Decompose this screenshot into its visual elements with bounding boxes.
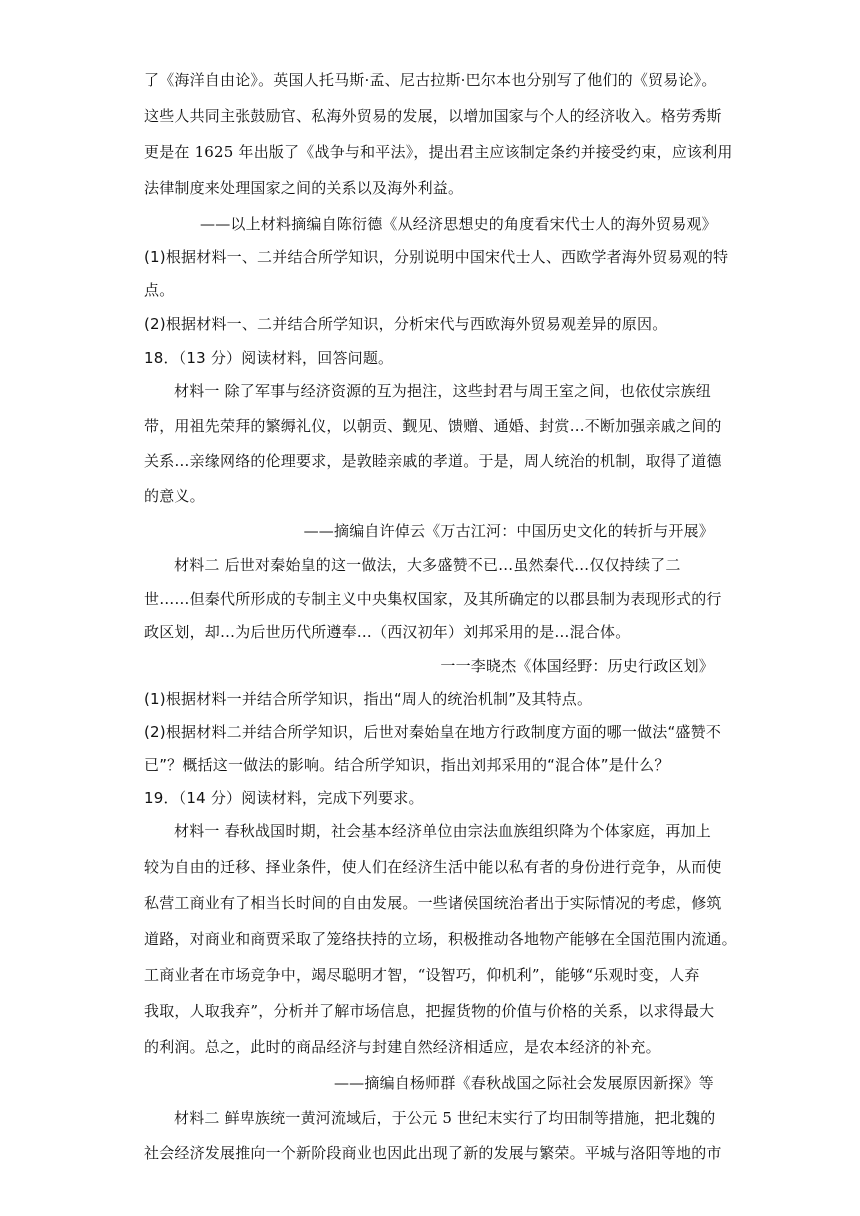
question-heading: 19．（14 分）阅读材料，完成下列要求。 [144, 789, 424, 807]
text-line: 较为自由的迁移、择业条件，使人们在经济生活中能以私有者的身份进行竞争，从而使 [144, 858, 722, 876]
question-heading: 18．（13 分）阅读材料，回答问题。 [144, 349, 394, 367]
text-line: 政区划，却…为后世历代所遵奉…（西汉初年）刘邦采用的是…混合体。 [144, 623, 631, 641]
question-text: (1)根据材料一并结合所学知识，指出“周人的统治机制”及其特点。 [144, 690, 593, 708]
text-line: 了《海洋自由论》。英国人托马斯·孟、尼古拉斯·巴尔本也分别写了他们的《贸易论》。 [144, 71, 717, 89]
text-line: 材料二 后世对秦始皇的这一做法，大多盛赞不已…虽然秦代…仅仅持续了二 [174, 556, 681, 574]
text-line: 材料二 鲜卑族统一黄河流域后，于公元 5 世纪末实行了均田制等措施，把北魏的 [174, 1109, 716, 1127]
source-citation: ——摘编自杨师群《春秋战国之际社会发展原因新探》等 [333, 1074, 714, 1092]
text-line: 道路，对商业和商贾采取了笼络扶持的立场，积极推动各地物产能够在全国范围内流通。 [144, 930, 737, 948]
text-line: 这些人共同主张鼓励官、私海外贸易的发展，以增加国家与个人的经济收入。格劳秀斯 [144, 107, 722, 125]
text-line: 的利润。总之，此时的商品经济与封建自然经济相适应，是农本经济的补充。 [144, 1038, 661, 1056]
source-citation: ——以上材料摘编自陈衍德《从经济思想史的角度看宋代士人的海外贸易观》 [200, 215, 717, 233]
source-citation: ——摘编自许倬云《万古江河：中国历史文化的转折与开展》 [303, 522, 714, 540]
text-line: 带，用祖先荣拜的繁缛礼仪，以朝贡、觐见、馈赠、通婚、封赏…不断加强亲戚之间的 [144, 417, 722, 435]
text-line: 关系…亲缘网络的伦理要求，是敦睦亲戚的孝道。于是，周人统治的机制，取得了道德 [144, 452, 722, 470]
text-line: 社会经济发展推向一个新阶段商业也因此出现了新的发展与繁荣。平城与洛阳等地的市 [144, 1144, 722, 1162]
question-text: 点。 [144, 281, 175, 299]
text-line: 材料一 除了军事与经济资源的互为挹注，这些封君与周王室之间，也依仗宗族纽 [174, 382, 711, 400]
text-line: 我取，人取我弃”，分析并了解市场信息，把握货物的价值与价格的关系，以求得最大 [144, 1002, 715, 1020]
source-citation: 一一李晓杰《体国经野：历史行政区划》 [440, 657, 714, 675]
text-line: 工商业者在市场竞争中，竭尽聪明才智，“设智巧，仰机利”，能够“乐观时变，人弃 [144, 966, 700, 984]
question-text: 已”？概括这一做法的影响。结合所学知识，指出刘邦采用的“混合体”是什么？ [144, 756, 670, 774]
text-line: 材料一 春秋战国时期，社会基本经济单位由宗法血族组织降为个体家庭，再加上 [174, 822, 711, 840]
text-line: 私营工商业有了相当长时间的自由发展。一些诸侯国统治者出于实际情况的考虑，修筑 [144, 894, 722, 912]
text-line: 的意义。 [144, 487, 205, 505]
text-line: 世……但秦代所形成的专制主义中央集权国家，及其所确定的以郡县制为表现形式的行 [144, 590, 722, 608]
question-text: (1)根据材料一、二并结合所学知识，分别说明中国宋代士人、西欧学者海外贸易观的特 [144, 248, 729, 266]
text-line: 法律制度来处理国家之间的关系以及海外利益。 [144, 179, 464, 197]
question-text: (2)根据材料二并结合所学知识，后世对秦始皇在地方行政制度方面的哪一做法“盛赞不 [144, 723, 722, 741]
text-line: 更是在 1625 年出版了《战争与和平法》，提出君主应该制定条约并接受约束，应该利用 [144, 143, 733, 161]
question-text: (2)根据材料一、二并结合所学知识，分析宋代与西欧海外贸易观差异的原因。 [144, 315, 668, 333]
